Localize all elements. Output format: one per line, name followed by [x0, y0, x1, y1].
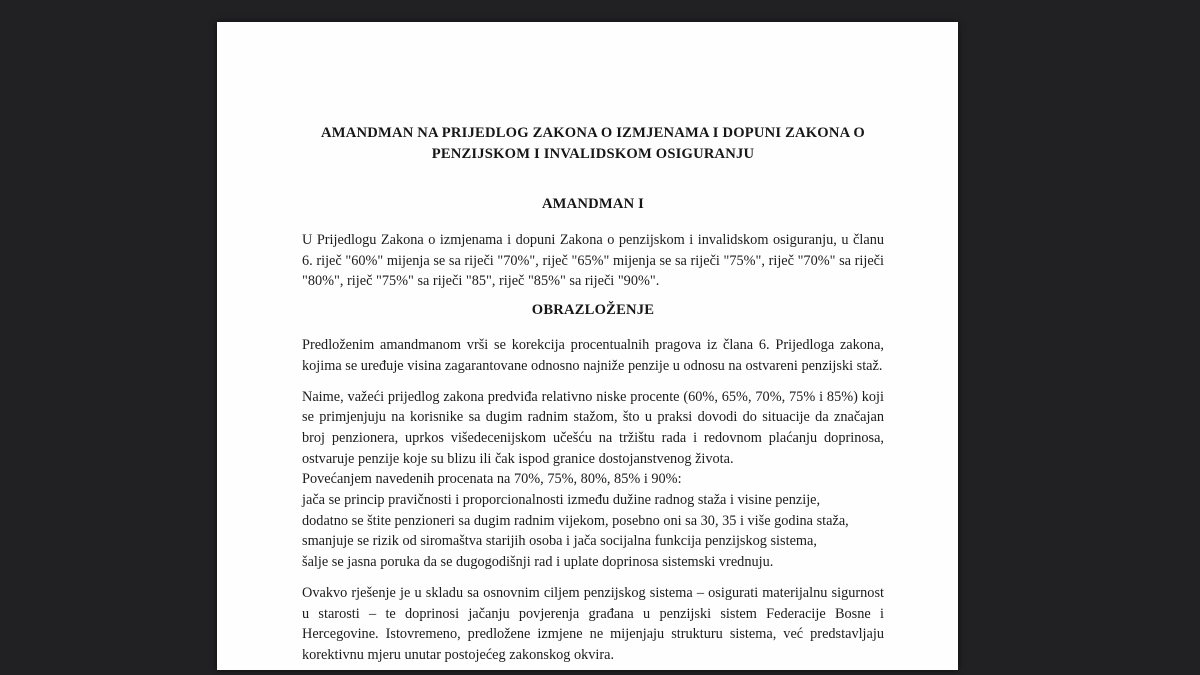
- obrazlozenje-paragraph-2: Naime, važeći prijedlog zakona predviđa relativno niske procente (60%, 65%, 70%, 75% i 85%) koji se primjenjuju na korisnike sa dugim radnim stažom, što u praksi dovodi do situacije da značajan broj penzionera, uprkos višedecenijskom učešću na tržištu rada i redovnom plaćanju doprinosa, ostvaruje penzije koje su blizu ili čak ispod granice dostojanstvenog života.: [302, 388, 884, 467]
- document-title-line2: PENZIJSKOM I INVALIDSKOM OSIGURANJU: [431, 146, 755, 162]
- document-title: [302, 123, 884, 165]
- amandman-heading: AMANDMAN I: [541, 196, 645, 212]
- document-title-line1: AMANDMAN NA PRIJEDLOG ZAKONA O IZMJENAMA I DOPUNI ZAKONA O: [321, 125, 865, 141]
- effect-line: šalje se jasna poruka da se dugogodišnji rad i uplate doprinosa sistemski vrednuju.: [302, 554, 774, 571]
- obrazlozenje-paragraph-1: Predloženim amandmanom vrši se korekcija procentualnih pragova iz člana 6. Prijedloga zakona, kojima se uređuje visina zagarantovane odnosno najniže penzije u odnosu na ostvareni penzijski staž.: [302, 337, 884, 374]
- obrazlozenje-heading: OBRAZLOŽENJE: [531, 302, 655, 319]
- document-page: [217, 22, 958, 670]
- effect-line: jača se princip pravičnosti i proporcionalnosti između dužine radnog staža i visine penzije,: [302, 492, 821, 509]
- povecanje-intro-line: Povećanjem navedenih procenata na 70%, 75%, 80%, 85% i 90%:: [302, 471, 682, 488]
- povecanje-block: [302, 469, 884, 573]
- amandman-paragraph: U Prijedlogu Zakona o izmjenama i dopuni Zakona o penzijskom i invalidskom osiguranju, u članu 6. riječ "60%" mijenja se sa riječi "70%", riječ "65%" mijenja se sa riječi "75%", riječ "70%" sa riječi "80%", riječ "75%" sa riječi "85", riječ "85%" sa riječi "90%".: [302, 232, 884, 290]
- conclusion-paragraph: Ovakvo rješenje je u skladu sa osnovnim ciljem penzijskog sistema – osigurati materijalnu sigurnost u starosti – te doprinosi jačanju povjerenja građana u penzijski sistem Federacije Bosne i Hercegovine. Istovremeno, predložene izmjene ne mijenjaju strukturu sistema, već predstavljaju korektivnu mjeru unutar postojećeg zakonskog okvira.: [302, 584, 884, 663]
- effect-line: smanjuje se rizik od siromaštva starijih osoba i jača socijalna funkcija penzijskog sistema,: [302, 533, 817, 550]
- effect-line: dodatno se štite penzioneri sa dugim radnim vijekom, posebno oni sa 30, 35 i više godina staža,: [302, 512, 849, 529]
